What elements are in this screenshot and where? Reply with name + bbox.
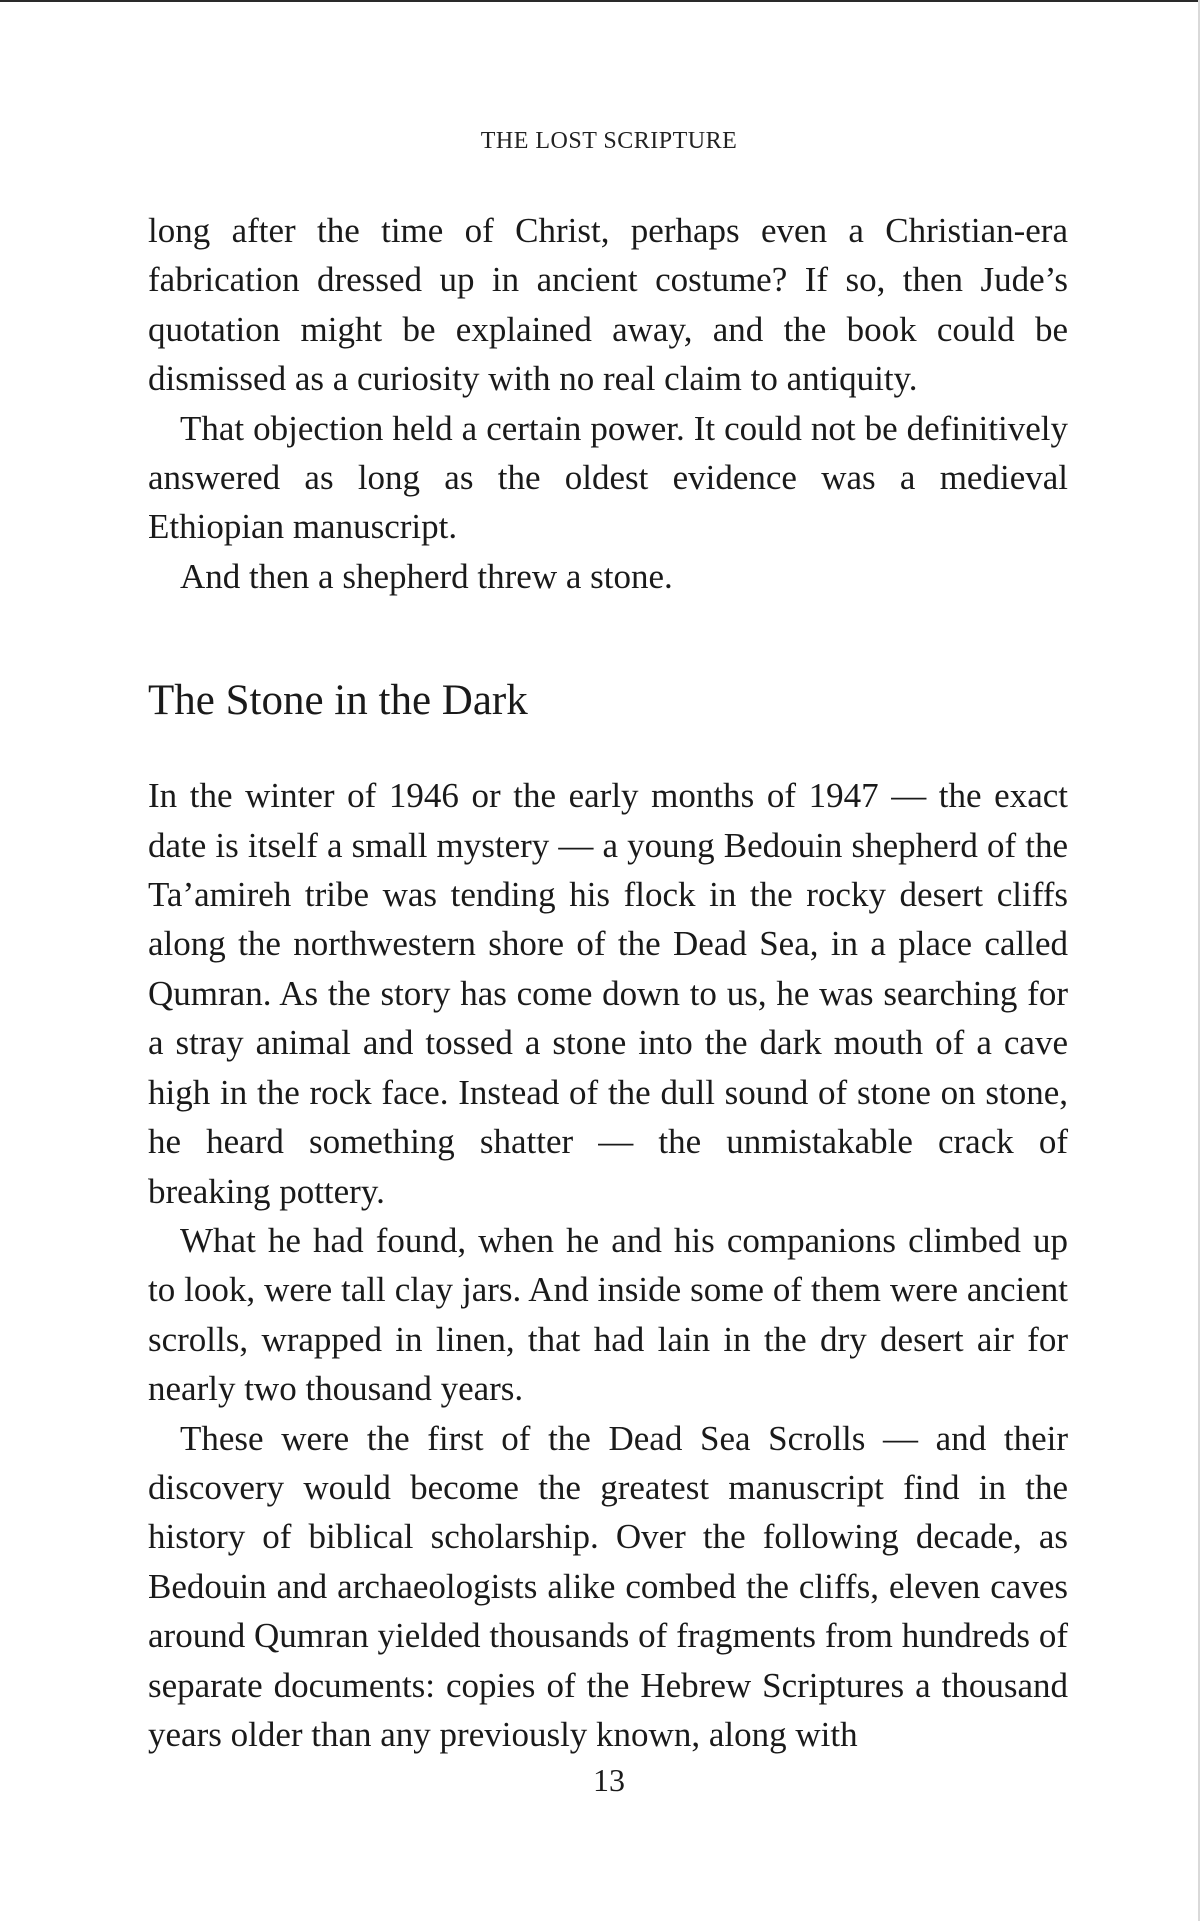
body-text	[148, 206, 1068, 1759]
paragraph: In the winter of 1946 or the early months of 1947 — the exact date is itself a small mystery — a young Bedouin shepherd of the Ta’amireh tribe was tending his flock in the rocky desert cliffs along the northwestern shore of the Dead Sea, in a place called Qumran. As the story has come down to us, he was searching for a stray animal and tossed a stone into the dark mouth of a cave high in the rock face. Instead of the dull sound of stone on stone, he heard something shatter — the unmistakable crack of breaking pottery.	[148, 776, 1068, 1211]
paragraph: These were the first of the Dead Sea Scrolls — and their discovery would become the greatest manuscript find in the history of biblical scholarship. Over the following decade, as Bedouin and archaeologists alike combed the cliffs, eleven caves around Qumran yielded thousands of fragments from hundreds of separate documents: copies of the Hebrew Scriptures a thousand years older than any previously known, along with	[148, 1418, 1068, 1754]
paragraph: And then a shepherd threw a stone.	[180, 556, 673, 596]
section-heading: The Stone in the Dark	[148, 677, 528, 725]
paragraph: That objection held a certain power. It could not be definitively answered as long as the oldest evidence was a medieval Ethiopian manuscript.	[148, 408, 1068, 547]
running-head: THE LOST SCRIPTURE	[480, 128, 738, 154]
top-border	[0, 0, 1200, 2]
page-number: 13	[593, 1762, 625, 1798]
paragraph: What he had found, when he and his companions climbed up to look, were tall clay jars. And inside some of them were ancient scrolls, wrapped in linen, that had lain in the dry desert air for nearly two thousand years.	[148, 1220, 1068, 1409]
paragraph-continued: long after the time of Christ, perhaps even a Christian-era fabrication dressed up in ancient costume? If so, then Jude’s quotation might be explained away, and the book could be dismissed as a curiosity with no real claim to antiquity.	[148, 211, 1068, 399]
